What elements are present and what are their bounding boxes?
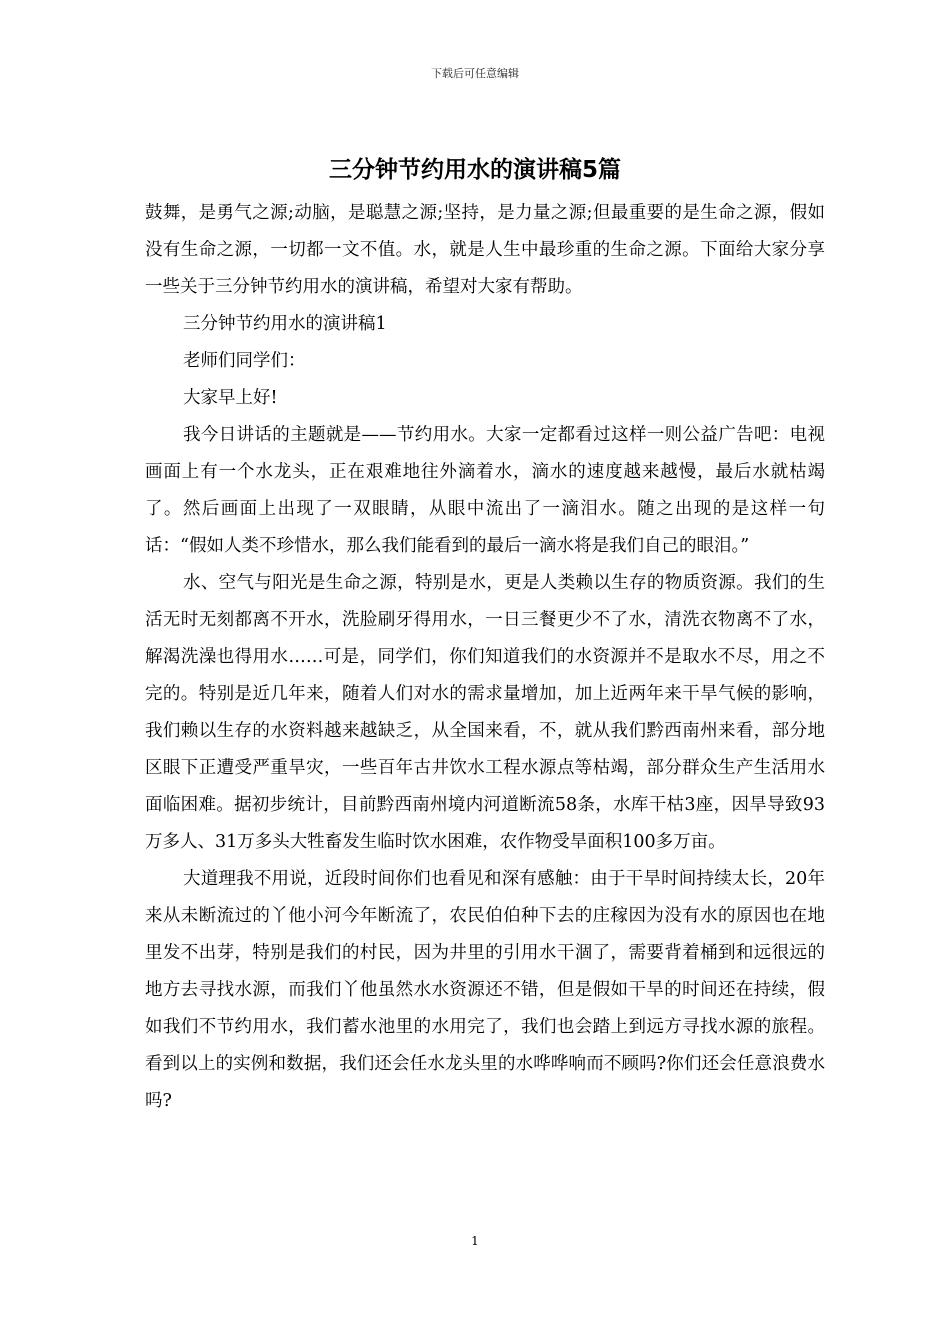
section-heading: 三分钟节约用水的演讲稿1 [183, 314, 387, 334]
body-paragraph: 我今日讲话的主题就是——节约用水。大家一定都看过这样一则公益广告吧：电视画面上有一个水龙头，正在艰难地往外滴着水，滴水的速度越来越慢，最后水就枯竭了。然后画面上出现了一双眼睛，从眼中流出了一滴泪水。随之出现的是这样一句话：“假如人类不珍惜水，那么我们能看到的最后一滴水将是我们自己的眼泪。” [145, 425, 825, 556]
body-paragraph: 水、空气与阳光是生命之源，特别是水，更是人类赖以生存的物质资源。我们的生活无时无刻都离不开水，洗脸刷牙得用水，一日三餐更少不了水，清洗衣物离不了水，解渴洗澡也得用水……可是，同学们，你们知道我们的水资源并不是取水不尽，用之不完的。特别是近几年来，随着人们对水的需求量增加，加上近两年来干旱气候的影响，我们赖以生存的水资料越来越缺乏，从全国来看，不，就从我们黔西南州来看，部分地区眼下正遭受严重旱灾，一些百年古井饮水工程水源点等枯竭，部分群众生产生活用水面临困难。据初步统计，目前黔西南州境内河道断流58条，水库干枯3座，因旱导致93万多人、31万多头大牲畜发生临时饮水困难，农作物受旱面积100多万亩。 [145, 573, 825, 852]
document-body [145, 195, 825, 1120]
body-paragraph: 大道理我不用说，近段时间你们也看见和深有感触：由于干旱时间持续太长，20年来从未断流过的丫他小河今年断流了，农民伯伯种下去的庄稼因为没有水的原因也在地里发不出芽，特别是我们的村民，因为井里的引用水干涸了，需要背着桶到和远很远的地方去寻找水源，而我们丫他虽然水水资源还不错，但是假如干旱的时间还在持续，假如我们不节约用水，我们蓄水池里的水用完了，我们也会踏上到远方寻找水源的旅程。看到以上的实例和数据，我们还会任水龙头里的水哗哗响而不顾吗?你们还会任意浪费水吗? [145, 869, 825, 1111]
page-number: 1 [471, 1234, 479, 1248]
page-header: 下载后可任意编辑 [431, 67, 519, 80]
document-title: 三分钟节约用水的演讲稿5篇 [328, 157, 621, 183]
greeting: 大家早上好! [183, 388, 278, 408]
salutation: 老师们同学们： [183, 351, 306, 371]
intro-paragraph: 鼓舞，是勇气之源;动脑，是聪慧之源;坚持，是力量之源;但最重要的是生命之源，假如没有生命之源，一切都一文不值。水，就是人生中最珍重的生命之源。下面给大家分享一些关于三分钟节约用水的演讲稿，希望对大家有帮助。 [145, 203, 825, 297]
